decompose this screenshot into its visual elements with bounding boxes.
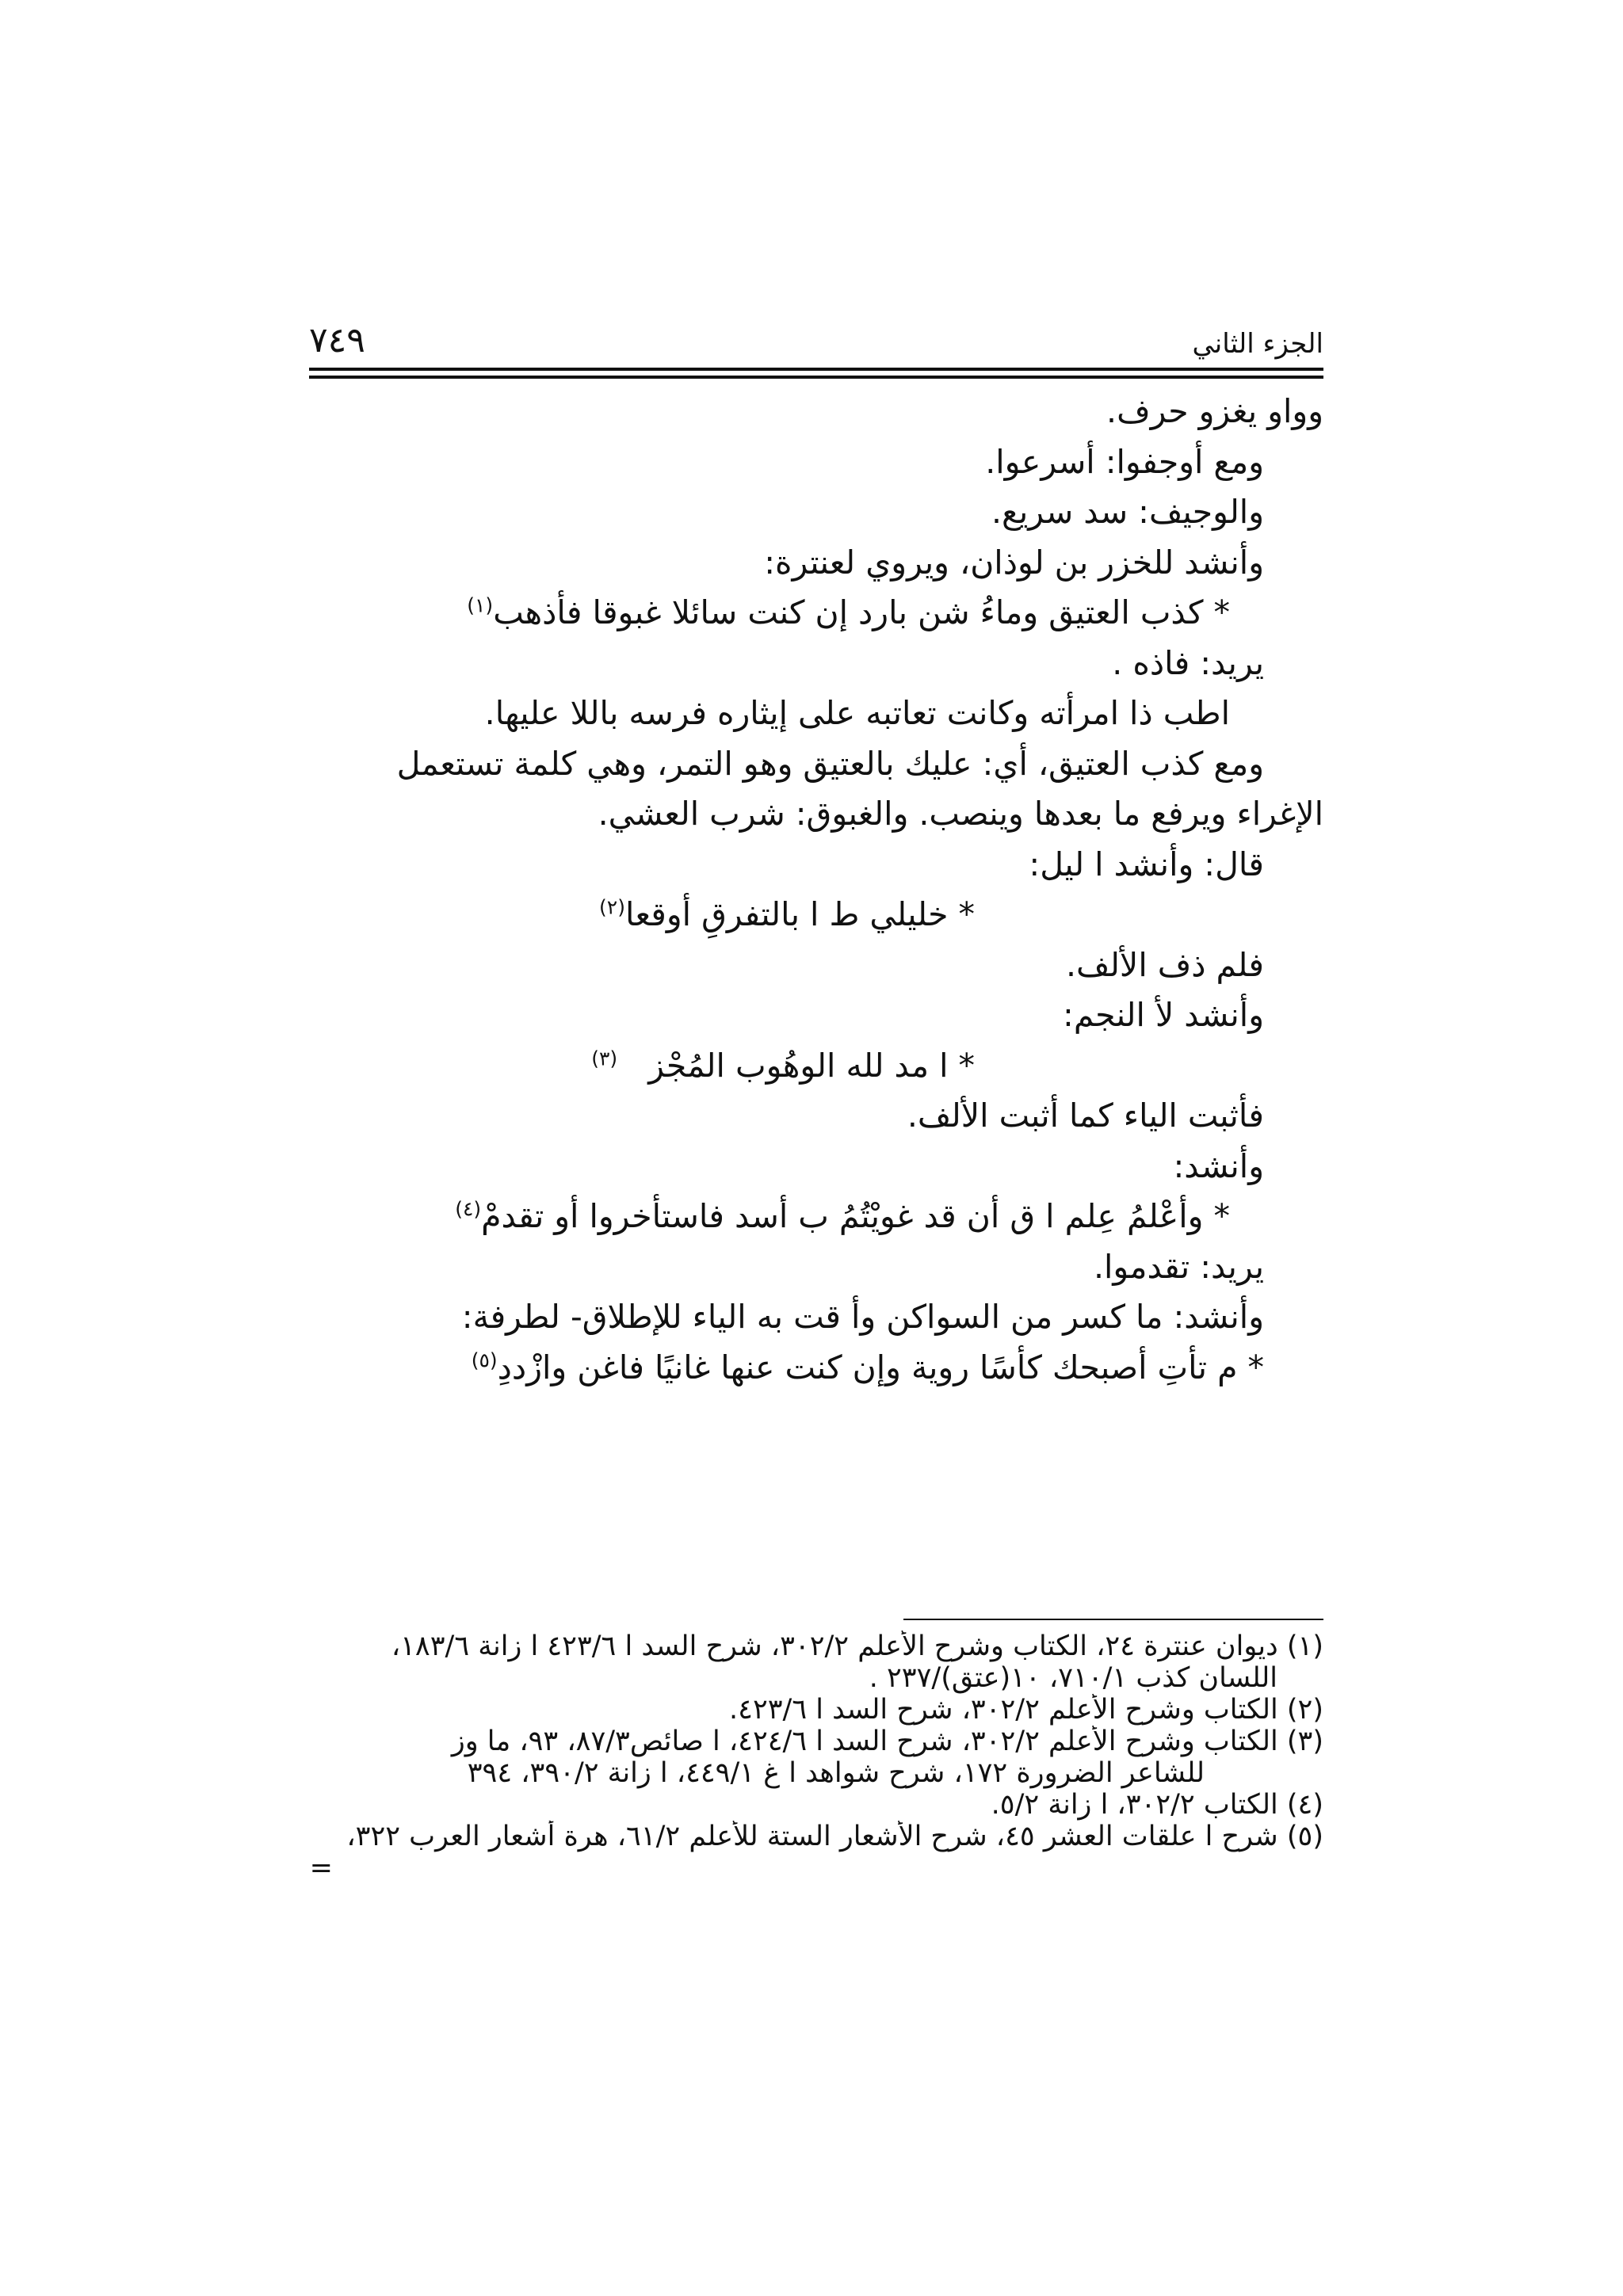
- text-line: ومع كذب العتيق، أي: عليك بالعتيق وهو التمر، وهي كلمة تستعمل: [396, 744, 1264, 783]
- page-header: [309, 317, 1323, 374]
- text-line: يريد: فاذه .: [1112, 643, 1264, 682]
- footnote-ref: (١): [467, 593, 494, 617]
- verse-line: [333, 1343, 1323, 1394]
- footnote: (٣) الكتاب وشرح الأعلم ٣٠٢/٢، شرح السد ا ٤٢٤/٦، ا صائص٨٧/٣، ٩٣، ما وز: [451, 1726, 1323, 1757]
- footnote-continuation: للشاعر الضرورة ١٧٢، شرح شواهد ا غ ٤٤٩/١، ا زانة ٣٩٠/٢، ٣٩٤: [467, 1757, 1205, 1789]
- text-line: وأنشد للخزر بن لوذان، ويروي لعنترة:: [764, 543, 1264, 582]
- verse-text: * ا مد لله الوهُوب المُجْز: [648, 1046, 975, 1085]
- verse-line: [333, 890, 1323, 940]
- text-line: وواو يغزو حرف.: [1106, 392, 1323, 430]
- text-line: ومع أوجفوا: أسرعوا.: [985, 442, 1264, 481]
- footnote: (٥) شرح ا علقات العشر ٤٥، شرح الأشعار الستة للأعلم ٦١/٢، هرة أشعار العرب ٣٢٢،: [346, 1821, 1323, 1852]
- footnote: (٢) الكتاب وشرح الأعلم ٣٠٢/٢، شرح السد ا ٤٢٣/٦.: [729, 1694, 1323, 1726]
- text-line: يريد: تقدموا.: [1093, 1247, 1264, 1286]
- verse-text: * خليلي ط ا بالتفرقِ أوقعا: [624, 895, 975, 933]
- footnote-continuation: اللسان كذب ٧١٠/١، ١٠(عتق)/٢٣٧ .: [869, 1662, 1277, 1694]
- footnote: (١) ديوان عنترة ٢٤، الكتاب وشرح الأعلم ٣٠٢/٢، شرح السد ا ٤٢٣/٦ ا زانة ١٨٣/٦،: [391, 1630, 1323, 1662]
- verse-line: [333, 1192, 1323, 1242]
- footnotes: [309, 1630, 1323, 1884]
- footnote: (٤) الكتاب ٣٠٢/٢، ا زانة ٥/٢.: [991, 1789, 1323, 1821]
- verse-text: * م تأتِ أصبحك كأسًا روية وإن كنت عنها غانيًا فاغن وازْددِ: [497, 1348, 1264, 1386]
- footnote-separator: [903, 1619, 1323, 1620]
- footnote-ref: (٤): [455, 1197, 482, 1221]
- verse-line: [333, 1041, 1323, 1092]
- text-line: وأنشد:: [1173, 1146, 1264, 1185]
- footnote-ref: (٥): [471, 1348, 498, 1371]
- continuation-mark: =: [309, 1852, 333, 1884]
- page-number: ٧٤٩: [309, 320, 365, 360]
- text-line: الإغراء ويرفع ما بعدها وينصب. والغبوق: شرب العشي.: [598, 795, 1323, 833]
- text-line: فلم ذف الألف.: [1065, 945, 1264, 984]
- text-line: وأنشد لأ النجم:: [1063, 996, 1264, 1034]
- footnote-ref: (٣): [591, 1046, 618, 1070]
- header-rule-bottom: [309, 376, 1323, 379]
- text-line: اطب ذا امرأته وكانت تعاتبه على إيثاره فرسه باللا عليها.: [484, 694, 1230, 732]
- verse-line: [333, 588, 1323, 639]
- text-line: وأنشد: ما كسر من السواكن وأ قت به الياء للإطلاق- لطرفة:: [461, 1298, 1264, 1336]
- main-text: [333, 387, 1323, 1393]
- header-rule-top: [309, 368, 1323, 371]
- text-line: والوجيف: سد سريع.: [991, 493, 1264, 531]
- running-title: الجزء الثاني: [1192, 328, 1323, 360]
- footnote-ref: (٢): [599, 895, 625, 919]
- verse-text: * كذب العتيق وماءُ شن بارد إن كنت سائلا غبوقا فأذهب: [493, 593, 1230, 631]
- verse-text: * وأعْلمُ عِلم ا ق أن قد غويْتُمُ ب أسد فاستأخروا أو تقدمْ: [481, 1197, 1230, 1235]
- text-line: فأثبت الياء كما أثبت الألف.: [907, 1097, 1264, 1135]
- text-line: قال: وأنشد ا ليل:: [1029, 845, 1264, 883]
